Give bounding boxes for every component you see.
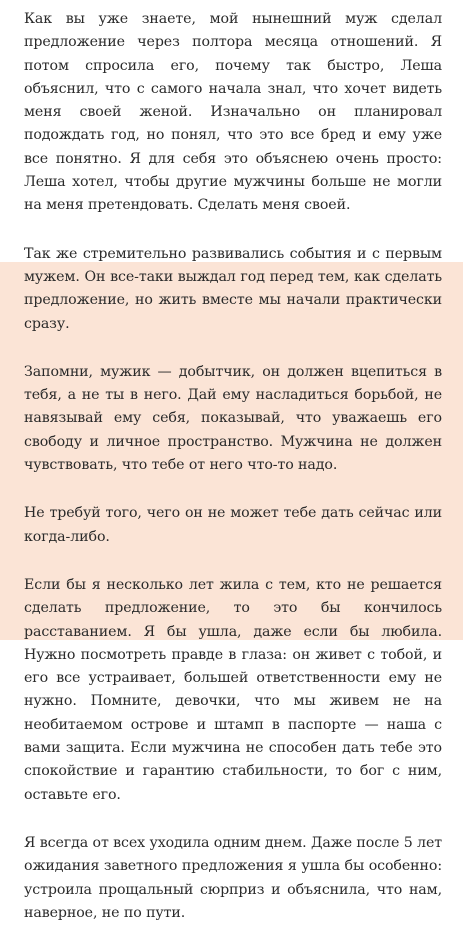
page-text: [24, 8, 442, 950]
paragraph: Как вы уже знаете, мой нынешний муж сделал предложение через полтора месяца отношений. Я потом спросила его, почему так быстро, Леша объяснил, что с самого начала знал, что хочет видеть меня своей женой. Изначально он планировал подождать год, но понял, что это все бред и ему уже все понятно. Я для себя это объяснею очень просто: Леша хотел, чтобы другие мужчины больше не могли на меня претендовать. Сделать меня своей.: [24, 11, 442, 214]
paragraph: Так же стремительно развивались события и с первым мужем. Он все-таки выждал год перед тем, как сделать предложение, но жить вместе мы начали практически сразу.: [24, 245, 442, 332]
paragraph: Запомни, мужик — добытчик, он должен вцепиться в тебя, а не ты в него. Дай ему насладиться борьбой, не навязывай ему себя, показывай, что уважаешь его свободу и личное пространство. Мужчина не должен чувствовать, что тебе от него что-то надо.: [24, 363, 442, 474]
paragraph: Если бы я несколько лет жила с тем, кто не решается сделать предложение, то это бы кончилось расставанием. Я бы ушла, даже если бы любила. Нужно посмотреть правде в глаза: он живет с тобой, и его все устраивает, большей ответственности ему не нужно. Помните, девочки, что мы живем не на необитаемом острове и штамп в паспорте — наша с вами защита. Если мужчина не способен дать тебе это спокойствие и гарантию стабильности, то бог с ним, оставьте его.: [24, 576, 442, 803]
paragraph: Я всегда от всех уходила одним днем. Даже после 5 лет ожидания заветного предложения я ушла бы особенно: устроила прощальный сюрприз и объяснила, что нам, наверное, не по пути.: [24, 834, 442, 921]
paragraph: Не требуй того, чего он не может тебе дать сейчас или когда-либо.: [24, 505, 442, 545]
